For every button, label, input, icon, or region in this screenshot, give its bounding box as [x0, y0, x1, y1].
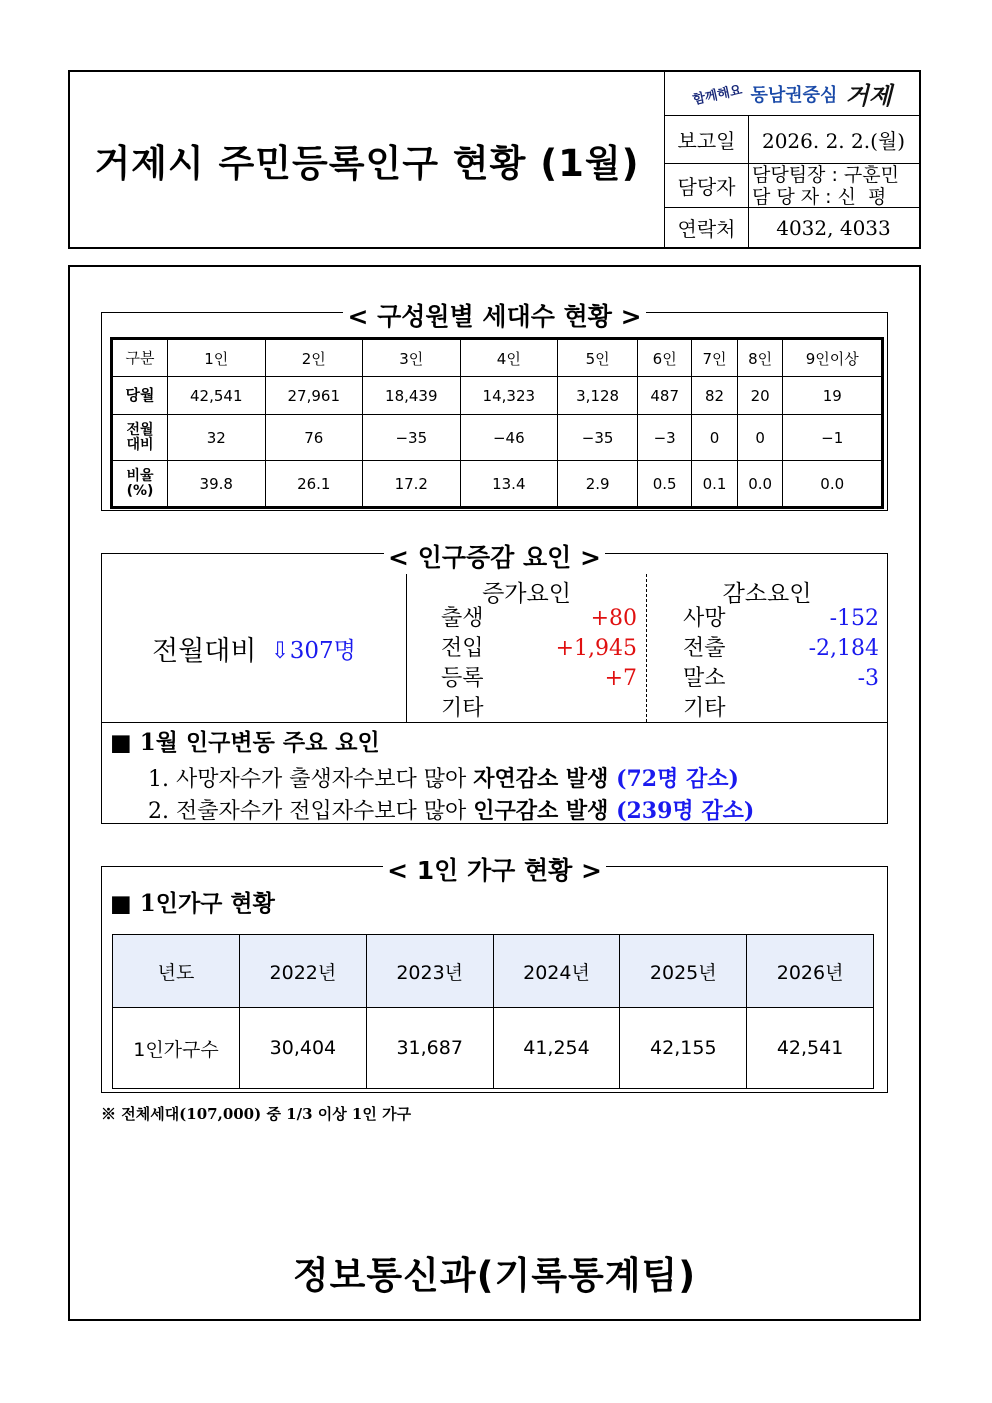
logo-middle-text: 동남권중심 [750, 84, 838, 106]
notes-title: ■ 1월 인구변동 주요 요인 [110, 729, 380, 756]
table-cell: 14,323 [460, 377, 558, 415]
table-cell: 6인 [638, 340, 692, 377]
table-cell: 42,541 [168, 377, 266, 415]
table-cell: 3,128 [558, 377, 638, 415]
list-item [683, 664, 879, 694]
row-label: 구분 [113, 340, 168, 377]
mom-value: ⇩307명 [270, 637, 356, 664]
decrease-list [683, 604, 879, 724]
factor-value: -2,184 [808, 636, 879, 661]
factor-label: 전출 [683, 636, 726, 661]
factors-section [101, 543, 888, 824]
table-cell: 32 [168, 415, 266, 461]
table-header-cell: 2022년 [240, 935, 367, 1008]
staff-member: 담 당 자 : 신 평 [752, 185, 887, 208]
table-cell: 7인 [692, 340, 738, 377]
contact-label: 연락처 [665, 208, 749, 247]
list-item [683, 694, 879, 724]
table-cell: 0.0 [783, 461, 882, 507]
department-name: 정보통신과(기록통계팀) [292, 1254, 697, 1297]
table-cell: 17.2 [363, 461, 461, 507]
report-date-row [664, 116, 919, 164]
table-cell: 19 [783, 377, 882, 415]
single-household-table [112, 934, 874, 1089]
table-cell: 0.5 [638, 461, 692, 507]
table-cell: −3 [638, 415, 692, 461]
factor-value: +7 [604, 666, 637, 691]
household-section [101, 302, 888, 511]
factors-table [102, 574, 887, 723]
factor-label: 말소 [683, 666, 726, 691]
table-cell: 0 [737, 415, 783, 461]
table-cell: 0.1 [692, 461, 738, 507]
factor-value: -152 [829, 606, 879, 631]
note-figure: (72명 감소) [616, 766, 739, 792]
table-header-cell: 2025년 [620, 935, 747, 1008]
note-emphasis: 자연감소 발생 [473, 766, 617, 792]
factor-label: 출생 [441, 606, 484, 631]
note-text: 2. 전출자수가 전입자수보다 많아 [148, 799, 474, 824]
list-item [683, 604, 879, 634]
note-figure: (239명 감소) [616, 798, 755, 824]
note-emphasis: 인구감소 발생 [473, 798, 617, 824]
note-2 [148, 794, 754, 825]
table-header-cell: 년도 [113, 935, 240, 1008]
factor-label: 등록 [441, 666, 484, 691]
list-item [683, 634, 879, 664]
table-cell: −46 [460, 415, 558, 461]
table-row [113, 340, 882, 377]
table-row [113, 461, 882, 507]
factors-title: < 인구증감 요인 > [102, 538, 887, 574]
month-over-month [102, 574, 407, 722]
table-cell: −1 [783, 415, 882, 461]
table-cell: −35 [558, 415, 638, 461]
table-cell: 4인 [460, 340, 558, 377]
table-cell: 27,961 [265, 377, 363, 415]
table-cell: 0 [692, 415, 738, 461]
logo-small-text: 함께해요 [691, 82, 744, 109]
table-cell: 42,155 [620, 1008, 747, 1089]
table-cell: 31,687 [366, 1008, 493, 1089]
note-text: 1. 사망자수가 출생자수보다 많아 [148, 767, 474, 792]
note-1 [148, 762, 739, 793]
single-subtitle: ■ 1인가구 현황 [110, 890, 275, 917]
list-item [441, 634, 637, 664]
factor-value: +1,945 [555, 636, 637, 661]
factor-label: 기타 [683, 696, 726, 721]
factor-value: -3 [857, 666, 879, 691]
row-label: 1인가구수 [113, 1008, 240, 1089]
table-cell: 20 [737, 377, 783, 415]
table-header-cell: 2023년 [366, 935, 493, 1008]
table-cell: 13.4 [460, 461, 558, 507]
household-table [112, 339, 882, 507]
staff-values [748, 164, 919, 207]
footnote: ※ 전체세대(107,000) 중 1/3 이상 1인 가구 [101, 1105, 412, 1123]
table-cell: 8인 [737, 340, 783, 377]
list-item [441, 604, 637, 634]
table-cell: 76 [265, 415, 363, 461]
single-household-section [101, 856, 888, 1093]
table-cell: 0.0 [737, 461, 783, 507]
table-cell: 18,439 [363, 377, 461, 415]
mom-label: 전월대비 [152, 635, 257, 667]
table-cell: 41,254 [493, 1008, 620, 1089]
logo-big-text: 거제 [845, 82, 892, 110]
factor-label: 사망 [683, 606, 726, 631]
contact-row [664, 208, 919, 247]
table-cell: 82 [692, 377, 738, 415]
document-title: 거제시 주민등록인구 현황 (1월) [94, 141, 640, 185]
factor-label: 전입 [441, 636, 484, 661]
table-row [113, 377, 882, 415]
table-cell: 30,404 [240, 1008, 367, 1089]
increase-title: 증가요인 [482, 581, 571, 607]
factor-value: +80 [590, 606, 637, 631]
staff-label: 담당자 [665, 164, 749, 207]
decrease-title: 감소요인 [722, 581, 812, 607]
table-cell: 5인 [558, 340, 638, 377]
table-cell: 1인 [168, 340, 266, 377]
increase-list [441, 604, 637, 724]
staff-row [664, 164, 919, 208]
row-label: 비율 (%) [113, 461, 168, 507]
row-label: 전월 대비 [113, 415, 168, 461]
staff-lead: 담당팀장 : 구훈민 [752, 163, 899, 186]
geoje-logo [664, 72, 919, 116]
table-row [113, 935, 874, 1008]
table-cell: −35 [363, 415, 461, 461]
report-meta [664, 72, 919, 247]
table-cell: 42,541 [747, 1008, 874, 1089]
table-row [113, 415, 882, 461]
table-cell: 3인 [363, 340, 461, 377]
decrease-column [647, 574, 887, 722]
report-header [68, 70, 921, 249]
table-header-cell: 2026년 [747, 935, 874, 1008]
table-cell: 26.1 [265, 461, 363, 507]
table-cell: 487 [638, 377, 692, 415]
table-header-cell: 2024년 [493, 935, 620, 1008]
table-cell: 39.8 [168, 461, 266, 507]
report-date: 2026. 2. 2.(월) [761, 129, 906, 153]
list-item [441, 694, 637, 724]
table-cell: 2.9 [558, 461, 638, 507]
factor-label: 기타 [441, 696, 484, 721]
table-cell: 9인이상 [783, 340, 882, 377]
list-item [441, 664, 637, 694]
row-label: 당월 [113, 377, 168, 415]
contact-number: 4032, 4033 [776, 215, 891, 240]
table-row [113, 1008, 874, 1089]
report-date-label: 보고일 [665, 116, 749, 163]
single-title: < 1인 가구 현황 > [102, 851, 887, 887]
increase-column [407, 574, 647, 722]
table-cell: 2인 [265, 340, 363, 377]
household-title: < 구성원별 세대수 현황 > [102, 297, 887, 333]
